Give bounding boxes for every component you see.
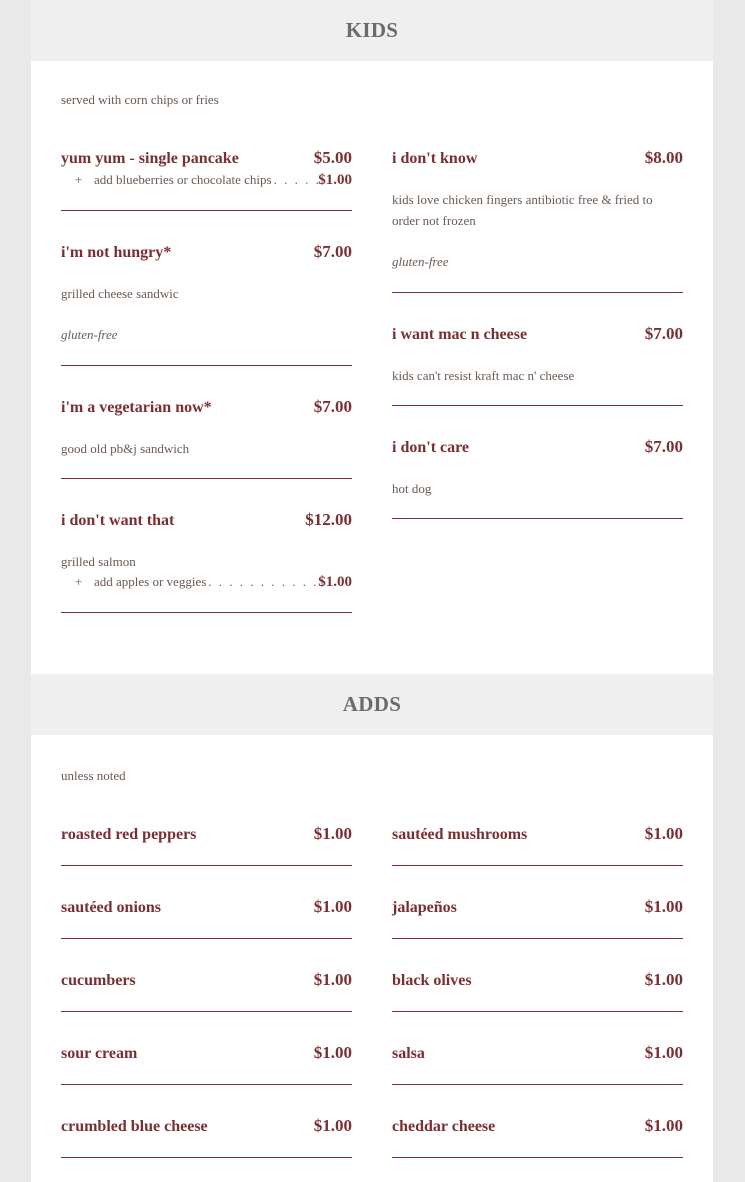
addon-leader-dots xyxy=(206,572,318,592)
item-price: $7.00 xyxy=(313,397,352,416)
menu-item xyxy=(392,1115,683,1158)
addon-plus: + xyxy=(75,172,83,187)
item-price: $1.00 xyxy=(313,897,352,916)
item-description: good old pb&j sandwich xyxy=(61,441,190,456)
item-name: i want mac n cheese xyxy=(392,326,528,343)
addon-plus: + xyxy=(75,574,83,589)
kids-section-header xyxy=(31,0,713,61)
item-price: $8.00 xyxy=(644,148,683,167)
item-name: cucumbers xyxy=(61,972,136,989)
menu-item xyxy=(392,969,683,1012)
adds-section-header xyxy=(31,674,713,735)
item-name: black olives xyxy=(392,972,472,989)
item-name: salsa xyxy=(392,1045,425,1062)
menu-item xyxy=(392,436,683,519)
item-addon xyxy=(61,170,352,190)
menu-item xyxy=(61,969,352,1012)
kids-section-note: served with corn chips or fries xyxy=(61,92,219,107)
addon-text: add blueberries or chocolate chips xyxy=(94,172,272,187)
menu-item xyxy=(392,147,683,293)
menu-item xyxy=(61,396,352,479)
addon-price: $1.00 xyxy=(318,574,352,590)
item-name: roasted red peppers xyxy=(61,826,197,843)
item-price: $1.00 xyxy=(644,897,683,916)
addon-leader-dots xyxy=(272,170,319,190)
item-name: i don't know xyxy=(392,150,478,167)
item-price: $7.00 xyxy=(313,242,352,261)
item-description: kids love chicken fingers antibiotic free & fried to order not frozen xyxy=(392,192,653,228)
menu-item xyxy=(61,823,352,866)
item-price: $1.00 xyxy=(313,1116,352,1135)
item-name: i don't care xyxy=(392,439,470,456)
item-name: crumbled blue cheese xyxy=(61,1118,208,1135)
item-price: $1.00 xyxy=(313,970,352,989)
menu-item xyxy=(392,323,683,406)
kids-section-title: KIDS xyxy=(345,18,399,42)
item-name: i'm not hungry* xyxy=(61,244,172,261)
menu-item xyxy=(392,823,683,866)
menu-item xyxy=(61,147,352,211)
menu-item xyxy=(61,896,352,939)
item-description: hot dog xyxy=(392,481,432,496)
item-name: yum yum - single pancake xyxy=(61,150,239,167)
item-name: jalapeños xyxy=(392,899,457,916)
item-name: i'm a vegetarian now* xyxy=(61,399,212,416)
item-dietary-tag: gluten-free xyxy=(61,327,118,342)
adds-right-column xyxy=(392,823,683,1158)
item-name: cheddar cheese xyxy=(392,1118,496,1135)
adds-left-column xyxy=(61,823,352,1158)
menu-item xyxy=(392,1042,683,1085)
item-price: $1.00 xyxy=(313,1043,352,1062)
menu-panel xyxy=(31,0,713,1182)
item-price: $1.00 xyxy=(644,824,683,843)
item-price: $5.00 xyxy=(313,148,352,167)
menu-item xyxy=(61,241,352,366)
menu-item xyxy=(61,1115,352,1158)
adds-section-title: ADDS xyxy=(342,692,402,716)
item-description: kids can't resist kraft mac n' cheese xyxy=(392,368,575,383)
item-price: $7.00 xyxy=(644,437,683,456)
item-description: grilled cheese sandwic xyxy=(61,286,179,301)
menu-item xyxy=(392,896,683,939)
item-price: $1.00 xyxy=(313,824,352,843)
item-price: $12.00 xyxy=(305,510,352,529)
item-name: sautéed mushrooms xyxy=(392,826,528,843)
addon-text: add apples or veggies xyxy=(94,574,207,589)
menu-item xyxy=(61,1042,352,1085)
item-price: $7.00 xyxy=(644,324,683,343)
item-name: sautéed onions xyxy=(61,899,162,916)
item-price: $1.00 xyxy=(644,1116,683,1135)
item-name: i don't want that xyxy=(61,512,175,529)
menu-item xyxy=(61,509,352,613)
addon-price: $1.00 xyxy=(318,172,352,188)
item-price: $1.00 xyxy=(644,970,683,989)
kids-left-column xyxy=(61,147,352,613)
item-description: grilled salmon xyxy=(61,554,136,569)
item-addon xyxy=(61,572,352,592)
item-dietary-tag: gluten-free xyxy=(392,254,449,269)
item-name: sour cream xyxy=(61,1045,138,1062)
kids-right-column xyxy=(392,147,683,519)
adds-section-note: unless noted xyxy=(61,768,126,783)
item-price: $1.00 xyxy=(644,1043,683,1062)
